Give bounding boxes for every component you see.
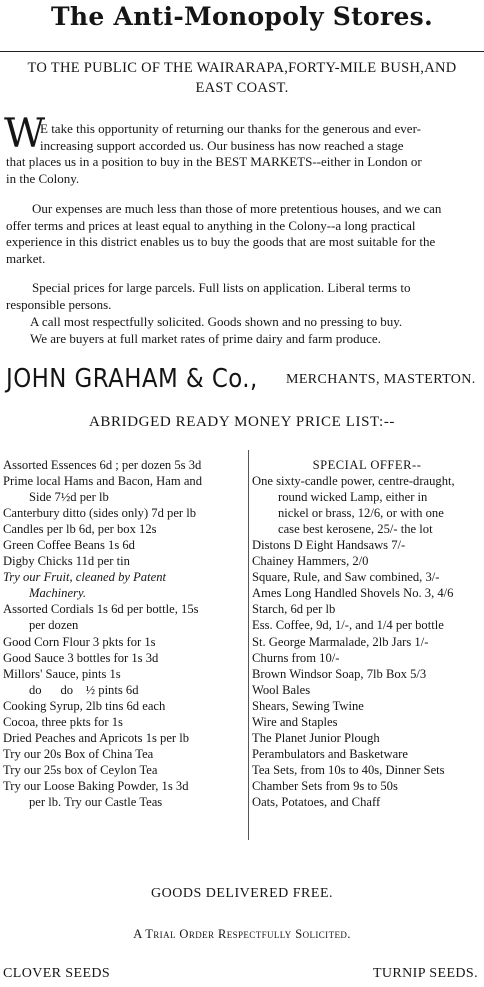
price-list-item: Wool Bales	[252, 682, 311, 697]
price-list-item: Brown Windsor Soap, 7lb Box 5/3	[252, 666, 427, 681]
firm-name: JOHN GRAHAM & Co.,	[6, 364, 258, 394]
intro-line: increasing support accorded us. Our business has now reached a stage	[40, 137, 404, 153]
price-list-item: Chainey Hammers, 2/0	[252, 554, 369, 569]
price-list-item: Assorted Cordials 1s 6d per bottle, 15s	[3, 602, 199, 617]
price-list-item: Good Corn Flour 3 pkts for 1s	[3, 634, 156, 649]
price-list-item: Chamber Sets from 9s to 50s	[252, 778, 398, 793]
address-heading-line-2: EAST COAST.	[195, 80, 289, 96]
price-list-item: Try our 20s Box of China Tea	[3, 746, 154, 761]
price-list-item: Cocoa, three pkts for 1s	[3, 714, 123, 729]
price-list-item: case best kerosene, 25/- the lot	[278, 522, 433, 537]
price-list-item: St. George Marmalade, 2lb Jars 1/-	[252, 634, 429, 649]
expenses-line: experience in this district enables us to buy the goods that are most suitable for the	[6, 234, 436, 250]
store-title: The Anti-Monopoly Stores.	[50, 2, 434, 31]
special-prices-paragraph	[6, 280, 482, 313]
clover-seeds-text: CLOVER SEEDS	[3, 966, 111, 981]
price-list-item: Assorted Essences 6d ; per dozen 5s 3d	[3, 458, 202, 472]
price-list-left-column	[3, 457, 243, 810]
price-list-item: Try our 25s box of Ceylon Tea	[3, 762, 158, 777]
price-list-item: round wicked Lamp, either in	[278, 490, 428, 505]
expenses-line: offer terms and prices at least equal to anything in the Colony--a long practical	[6, 217, 416, 233]
price-list-item: Wire and Staples	[252, 714, 338, 729]
drop-cap: W	[4, 111, 46, 157]
special-prices-line: responsible persons.	[6, 296, 112, 312]
intro-line: E take this opportunity of returning our thanks for the generous and ever-	[40, 121, 421, 136]
expenses-line: Our expenses are much less than those of more pretentious houses, and we can	[32, 201, 442, 216]
intro-line: that places us in a position to buy in the BEST MARKETS--either in London or	[6, 154, 422, 170]
expenses-line: market.	[6, 250, 46, 266]
firm-descriptor: MERCHANTS, MASTERTON.	[286, 372, 476, 387]
price-list-item: Machinery.	[29, 586, 87, 601]
price-list-item: Distons D Eight Handsaws 7/-	[252, 538, 406, 553]
turnip-seeds-text: TURNIP SEEDS.	[372, 966, 478, 981]
title-rule	[0, 51, 484, 52]
price-list-right-column	[252, 457, 482, 810]
price-list-item: Dried Peaches and Apricots 1s per lb	[3, 730, 190, 745]
price-list-item: do do ½ pints 6d	[29, 682, 139, 697]
price-list-item: nickel or brass, 12/6, or with one	[278, 506, 444, 521]
price-list-item: Try our Loose Baking Powder, 1s 3d	[3, 778, 189, 793]
expenses-paragraph	[6, 201, 482, 267]
price-list-item: One sixty-candle power, centre-draught,	[252, 474, 455, 489]
price-list-item: Good Sauce 3 bottles for 1s 3d	[3, 650, 159, 665]
price-list-item: per dozen	[29, 618, 79, 633]
price-list-item: Ames Long Handled Shovels No. 3, 4/6	[252, 586, 454, 601]
price-list-item: Starch, 6d per lb	[252, 602, 336, 617]
column-divider	[248, 450, 249, 840]
trial-order-text: A Trial Order Respectfully Solicited.	[133, 927, 351, 941]
price-list-item: Cooking Syrup, 2lb tins 6d each	[3, 698, 166, 713]
price-list-item: Millors' Sauce, pints 1s	[3, 666, 121, 681]
price-list-title: ABRIDGED READY MONEY PRICE LIST:--	[88, 414, 396, 430]
price-list-item: Canterbury ditto (sides only) 7d per lb	[3, 506, 197, 521]
price-list-item: Candles per lb 6d, per box 12s	[3, 522, 157, 537]
address-heading-line-1: TO THE PUBLIC OF THE WAIRARAPA,FORTY-MILE BUSH,AND	[27, 60, 457, 76]
price-list-item: Shears, Sewing Twine	[252, 698, 364, 713]
buyers-text: We are buyers at full market rates of prime dairy and farm produce.	[30, 331, 381, 346]
price-list-item: Ess. Coffee, 9d, 1/-, and 1/4 per bottle	[252, 618, 444, 633]
price-list-item: Side 7½d per lb	[29, 490, 109, 505]
price-list-item: Try our Fruit, cleaned by Patent	[3, 570, 166, 585]
goods-delivered-text: GOODS DELIVERED FREE.	[151, 886, 333, 901]
price-list-item: Perambulators and Basketware	[252, 746, 408, 761]
price-list-item: per lb. Try our Castle Teas	[29, 794, 163, 809]
price-list-item: Square, Rule, and Saw combined, 3/-	[252, 570, 440, 585]
special-prices-line: Special prices for large parcels. Full lists on application. Liberal terms to	[32, 280, 411, 295]
price-list-item: Digby Chicks 11d per tin	[3, 554, 130, 569]
price-list-item: The Planet Junior Plough	[252, 730, 380, 745]
intro-line: in the Colony.	[6, 170, 80, 186]
price-list-item: Churns from 10/-	[252, 650, 340, 665]
call-solicited-text: A call most respectfully solicited. Goods shown and no pressing to buy.	[30, 314, 403, 329]
price-list-item: Oats, Potatoes, and Chaff	[252, 794, 381, 809]
price-list-item: Tea Sets, from 10s to 40s, Dinner Sets	[252, 762, 445, 777]
special-offer-heading: SPECIAL OFFER--	[312, 458, 422, 472]
intro-paragraph	[6, 121, 482, 187]
price-list-item: Prime local Hams and Bacon, Ham and	[3, 474, 202, 489]
price-list-item: Green Coffee Beans 1s 6d	[3, 538, 135, 553]
